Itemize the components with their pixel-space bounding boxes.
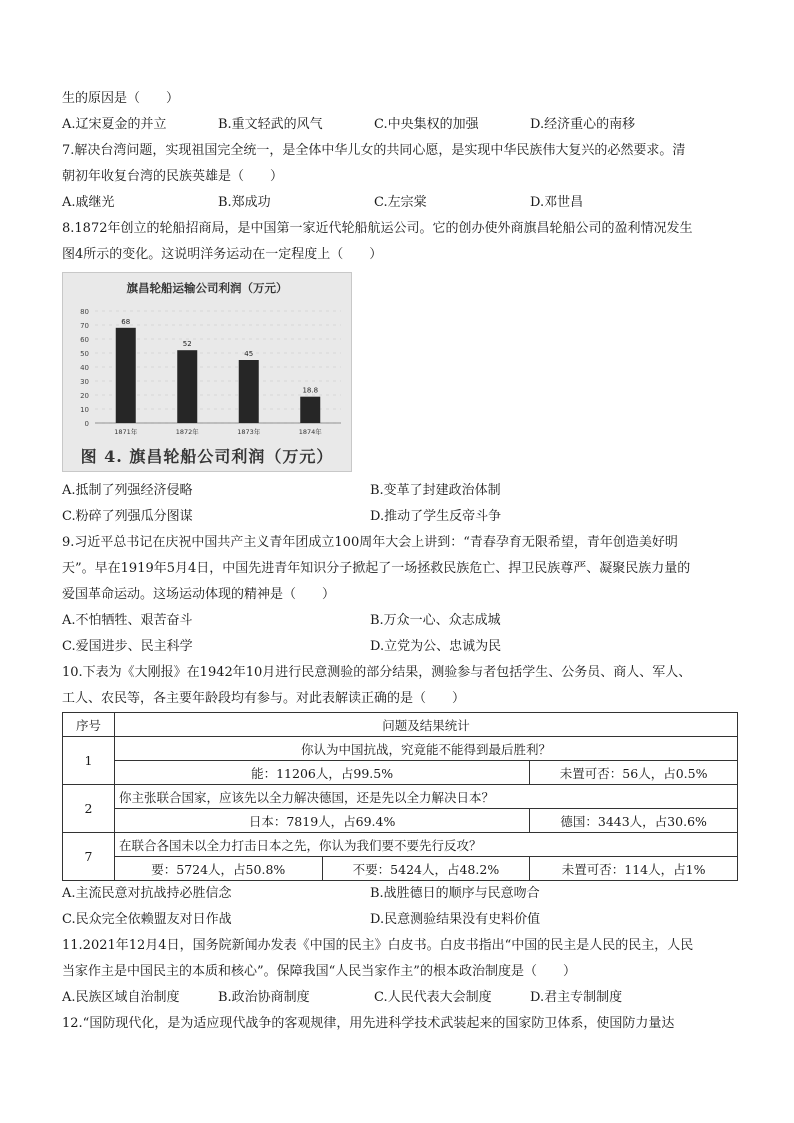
row3-number: 7	[63, 833, 115, 881]
row1-answer-undecided: 未置可否：56人，占0.5%	[530, 761, 738, 785]
q6-option-c: C.中央集权的加强	[374, 117, 479, 132]
q9-stem-line3: 爱国革命运动。这场运动体现的精神是（ ）	[62, 587, 336, 602]
q6-options	[62, 112, 738, 138]
q10-stem-line2: 工人、农民等，各主要年龄段均有参与。对此表解读正确的是（ ）	[62, 691, 466, 706]
q7-option-a: A.戚继光	[62, 195, 115, 210]
table-row	[63, 737, 738, 761]
q8-stem-line2: 图4所示的变化。这说明洋务运动在一定程度上（ ）	[62, 247, 383, 262]
row2-question: 你主张联合国家，应该先以全力解决德国，还是先以全力解决日本？	[114, 785, 737, 809]
q10-options-row2	[62, 907, 738, 933]
q11-stem-line1: 11.2021年12月4日，国务院新闻办发表《中国的民主》白皮书。白皮书指出“中国的民主是人民的民主，人民	[62, 938, 694, 953]
chart-title: 旗昌轮船运输公司利润（万元）	[126, 281, 288, 295]
exam-page	[62, 86, 738, 1037]
profit-bar-chart	[63, 273, 351, 449]
q8-option-b: B.变革了封建政治体制	[370, 483, 501, 498]
q10-stem-line1: 10.下表为《大刚报》在1942年10月进行民意测验的部分结果，测验参与者包括学生、公务员、商人、军人、	[62, 665, 692, 680]
row1-answer-yes: 能：11206人，占99.5%	[114, 761, 529, 785]
q12-stem-line1: 12.“国防现代化，是为适应现代战争的客观规律，用先进科学技术武装起来的国家防卫体系，使国防力量达	[62, 1016, 675, 1031]
q11-option-a: A.民族区域自治制度	[62, 990, 180, 1005]
q10-option-c: C.民众完全依赖盟友对日作战	[62, 912, 232, 927]
bar	[300, 397, 320, 423]
x-tick-label: 1874年	[298, 428, 322, 436]
q10-option-d: D.民意测验结果没有史料价值	[370, 912, 541, 927]
q10-options-row1	[62, 881, 738, 907]
y-tick-label: 10	[80, 406, 89, 414]
q7-stem-line2: 朝初年收复台湾的民族英雄是（ ）	[62, 169, 284, 184]
q11-option-b: B.政治协商制度	[218, 990, 310, 1005]
q7-stem-line1: 7.解决台湾问题，实现祖国完全统一，是全体中华儿女的共同心愿，是实现中华民族伟大复兴的必然要求。清	[62, 143, 686, 158]
y-tick-label: 60	[80, 336, 89, 344]
q9-options-row2	[62, 634, 738, 660]
row3-question: 在联合各国未以全力打击日本之先，你认为我们要不要先行反攻？	[114, 833, 737, 857]
q9-stem-line1: 9.习近平总书记在庆祝中国共产主义青年团成立100周年大会上讲到：“青春孕育无限希望，青年创造美好明	[62, 535, 678, 550]
q11-option-c: C.人民代表大会制度	[374, 990, 492, 1005]
q8-options-row1	[62, 478, 738, 504]
profit-chart-figure	[62, 272, 352, 472]
q11-stem-line2: 当家作主是中国民主的本质和核心”。保障我国“人民当家作主”的根本政治制度是（ ）	[62, 964, 576, 979]
y-tick-label: 0	[84, 420, 89, 428]
header-number: 序号	[63, 713, 115, 737]
table-row	[63, 761, 738, 785]
bar-value-label: 45	[244, 350, 254, 358]
table-row	[63, 833, 738, 857]
q11-option-d: D.君主专制制度	[530, 990, 623, 1005]
row1-number: 1	[63, 737, 115, 785]
q8-options-row2	[62, 504, 738, 530]
header-question: 问题及结果统计	[114, 713, 737, 737]
q9-option-b: B.万众一心、众志成城	[370, 613, 501, 628]
bar-value-label: 18.8	[302, 386, 319, 395]
bar-value-label: 52	[182, 340, 192, 349]
y-tick-label: 40	[80, 364, 89, 372]
row3-answer-yes: 要：5724人，占50.8%	[114, 857, 322, 881]
y-tick-label: 30	[80, 378, 89, 386]
table-row	[63, 809, 738, 833]
q8-stem-line1: 8.1872年创立的轮船招商局，是中国第一家近代轮船航运公司。它的创办使外商旗昌轮船公司的盈利情况发生	[62, 221, 693, 236]
y-tick-label: 20	[80, 392, 89, 400]
bar	[239, 360, 259, 423]
q9-options-row1	[62, 608, 738, 634]
q6-option-d: D.经济重心的南移	[530, 117, 636, 132]
q7-option-c: C.左宗棠	[374, 195, 427, 210]
q7-option-b: B.郑成功	[218, 195, 271, 210]
q9-option-d: D.立党为公、忠诚为民	[370, 639, 502, 654]
bar	[116, 328, 136, 423]
q6-stem-tail: 生的原因是（ ）	[62, 91, 180, 106]
q9-stem-line2: 天”。早在1919年5月4日，中国先进青年知识分子掀起了一场拯救民族危亡、捍卫民族尊严、凝聚民族力量的	[62, 561, 691, 576]
q9-option-c: C.爱国进步、民主科学	[62, 639, 193, 654]
q9-option-a: A.不怕牺牲、艰苦奋斗	[62, 613, 193, 628]
q7-option-d: D.邓世昌	[530, 195, 584, 210]
q8-option-c: C.粉碎了列强瓜分图谋	[62, 509, 193, 524]
q8-option-d: D.推动了学生反帝斗争	[370, 509, 502, 524]
q6-option-b: B.重文轻武的风气	[218, 117, 323, 132]
row3-answer-no: 不要：5424人，占48.2%	[322, 857, 530, 881]
x-tick-label: 1871年	[114, 428, 138, 436]
q6-option-a: A.辽宋夏金的并立	[62, 117, 167, 132]
y-tick-label: 70	[80, 322, 89, 330]
table-row	[63, 785, 738, 809]
chart-caption: 图 4. 旗昌轮船公司利润（万元）	[80, 447, 334, 466]
q10-option-a: A.主流民意对抗战持必胜信念	[62, 886, 232, 901]
q10-option-b: B.战胜德日的顺序与民意吻合	[370, 886, 540, 901]
row3-answer-undecided: 未置可否：114人，占1%	[530, 857, 738, 881]
row2-answer-germany: 德国：3443人，占30.6%	[530, 809, 738, 833]
bar-value-label: 68	[121, 317, 131, 326]
survey-table	[62, 712, 738, 881]
row2-number: 2	[63, 785, 115, 833]
y-tick-label: 50	[80, 350, 89, 358]
bar	[177, 350, 197, 423]
row2-answer-japan: 日本：7819人，占69.4%	[114, 809, 529, 833]
table-header-row	[63, 713, 738, 737]
y-tick-label: 80	[80, 308, 89, 316]
q8-option-a: A.抵制了列强经济侵略	[62, 483, 193, 498]
x-tick-label: 1873年	[237, 428, 261, 436]
table-row	[63, 857, 738, 881]
x-tick-label: 1872年	[175, 428, 199, 436]
row1-question: 你认为中国抗战，究竟能不能得到最后胜利？	[114, 737, 737, 761]
q7-options	[62, 190, 738, 216]
q11-options	[62, 985, 738, 1011]
